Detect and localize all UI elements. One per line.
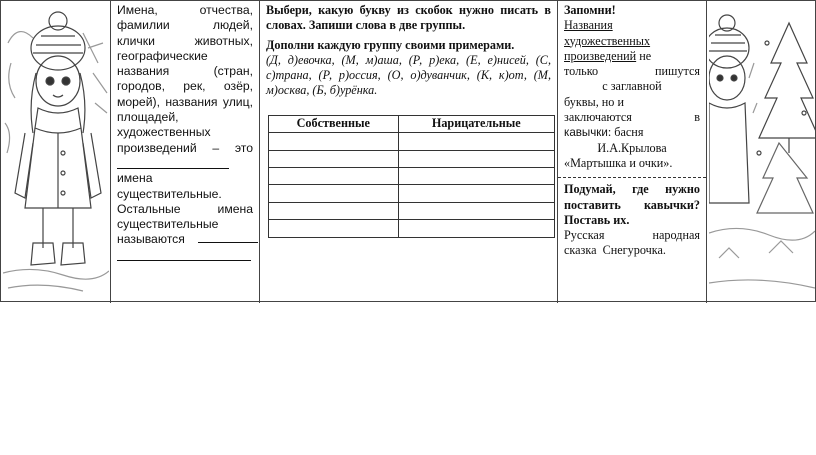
- rule-line-6: городов, рек, озёр,: [117, 79, 254, 94]
- rule-line-7: морей), названия улиц,: [117, 94, 253, 109]
- rule-others-line: Остальные имена: [117, 201, 253, 216]
- table-cell[interactable]: [269, 220, 399, 237]
- table-row: [269, 150, 555, 167]
- rule-line-10: произведений – это: [117, 140, 254, 155]
- quotes-task-title: Подумай, где нужно поставить кавычки? Поставь их.: [564, 182, 700, 227]
- table-cell[interactable]: [269, 167, 399, 184]
- table-cell[interactable]: [398, 167, 554, 184]
- task-words: (Д, д)евочка, (М, м)аша, (Р, р)ека, (Е, е)нисей, (С, с)трана, (Р, р)оссия, (О, о)дуванчик, (К, к)от, (М, м)осква, (Б, б)урёнка.: [266, 52, 551, 98]
- rule-word-nouns: существительные.: [117, 186, 222, 201]
- rule-column: [110, 1, 259, 303]
- rule-line-9: художественных: [117, 125, 211, 140]
- answer-blank-3[interactable]: [117, 248, 253, 263]
- table-row: [269, 220, 555, 237]
- rule-word-nouns2: существительные: [117, 217, 219, 232]
- table-row: [269, 167, 555, 184]
- memo-line: с заглавной: [602, 79, 662, 94]
- table-header-common: Нарицательные: [398, 115, 554, 132]
- rule-called-line: называются: [117, 232, 253, 247]
- rule-line-2: фамилии людей,: [117, 18, 253, 33]
- task-heading: Выбери, какую букву из скобок нужно писать в словах. Запиши слова в две группы.: [266, 3, 551, 33]
- memo-line: только пишутся: [564, 64, 700, 79]
- table-cell[interactable]: [269, 185, 399, 202]
- memo-title: Запомни!: [564, 3, 616, 17]
- table-cell[interactable]: [398, 220, 554, 237]
- table-header-proper: Собственные: [269, 115, 399, 132]
- memo-underlined: Названия художественных произведений: [564, 18, 651, 63]
- rule-line-8: площадей,: [117, 110, 179, 125]
- girl-trees-illustration-right: [709, 3, 815, 301]
- task-subheading: Дополни каждую группу своими примерами.: [266, 37, 515, 52]
- memo-line: заключаются в: [564, 110, 700, 125]
- table-row: [269, 133, 555, 150]
- dashed-divider: [558, 177, 706, 178]
- table-cell[interactable]: [398, 202, 554, 219]
- table-cell[interactable]: [269, 202, 399, 219]
- quotes-task-line-2[interactable]: сказка Снегурочка.: [564, 243, 666, 258]
- memo-example: кавычки: басня: [564, 125, 644, 140]
- answer-blank-2[interactable]: [198, 232, 258, 243]
- memo-author: И.А.Крылова: [597, 140, 667, 155]
- girl-illustration-left: [3, 3, 109, 301]
- answer-table: [268, 115, 555, 238]
- rule-line-1: Имена, отчества,: [117, 3, 253, 17]
- table-cell[interactable]: [269, 133, 399, 150]
- table-cell[interactable]: [269, 150, 399, 167]
- answer-blank-1[interactable]: [117, 156, 253, 171]
- memo-line: буквы, но и: [564, 94, 624, 109]
- table-cell[interactable]: [398, 185, 554, 202]
- memo-fable-title: «Мартышка и очки».: [564, 155, 673, 170]
- memo-column: [557, 1, 707, 303]
- quotes-task-line-1: Русская народная: [564, 228, 700, 243]
- rule-line-5: названия (стран,: [117, 64, 253, 79]
- rule-line-3: клички животных,: [117, 33, 253, 48]
- table-header-row: [269, 115, 555, 132]
- memo-rule: Названия художественных произведений не: [564, 18, 652, 63]
- table-row: [269, 202, 555, 219]
- table-cell[interactable]: [398, 133, 554, 150]
- rule-line-4: географические: [117, 48, 208, 63]
- task-column: [259, 1, 557, 303]
- table-cell[interactable]: [398, 150, 554, 167]
- table-row: [269, 185, 555, 202]
- rule-word-names: имена: [117, 171, 153, 186]
